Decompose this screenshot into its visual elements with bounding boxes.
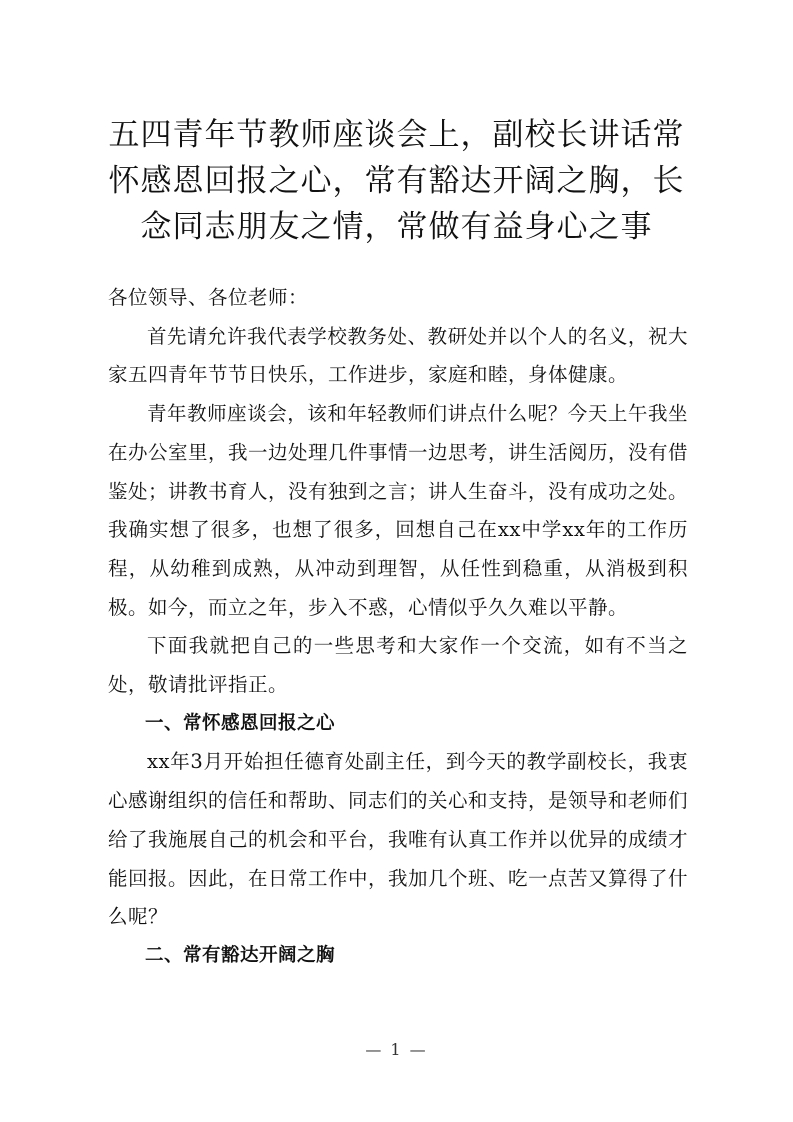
section-1-paragraph: xx年3月开始担任德育处副主任，到今天的教学副校长，我衷心感谢组织的信任和帮助、同志们的关心和支持，是领导和老师们给了我施展自己的机会和平台，我唯有认真工作并以优异的成绩才能回报。因此，在日常工作中，我加几个班、吃一点苦又算得了什么呢？ [108, 750, 689, 929]
salutation: 各位领导、各位老师： [108, 286, 309, 309]
page-number: — 1 — [365, 1040, 428, 1059]
paragraph-reflection: 青年教师座谈会，该和年轻教师们讲点什么呢？今天上午我坐在办公室里，我一边处理几件事情一边思考，讲生活阅历，没有借鉴处；讲教书育人，没有独到之言；讲人生奋斗，没有成功之处。我确实想了很多，也想了很多，回想自己在xx中学xx年的工作历程，从幼稚到成熟，从冲动到理智，从任性到稳重，从消极到积极。如今，而立之年，步入不惑，心情似乎久久难以平静。 [108, 402, 689, 619]
document-title: 五四青年节教师座谈会上，副校长讲话常怀感恩回报之心，常有豁达开阔之胸，长念同志朋友之情，常做有益身心之事 [108, 117, 685, 245]
paragraph-exchange: 下面我就把自己的一些思考和大家作一个交流，如有不当之处，敬请批评指正。 [108, 634, 688, 697]
document-body [108, 279, 688, 976]
section-heading-1: 一、常怀感恩回报之心 [145, 712, 336, 734]
section-heading-2: 二、常有豁达开阔之胸 [145, 944, 336, 966]
paragraph-greeting: 首先请允许我代表学校教务处、教研处并以个人的名义，祝大家五四青年节节日快乐，工作进步，家庭和睦，身体健康。 [108, 324, 688, 387]
